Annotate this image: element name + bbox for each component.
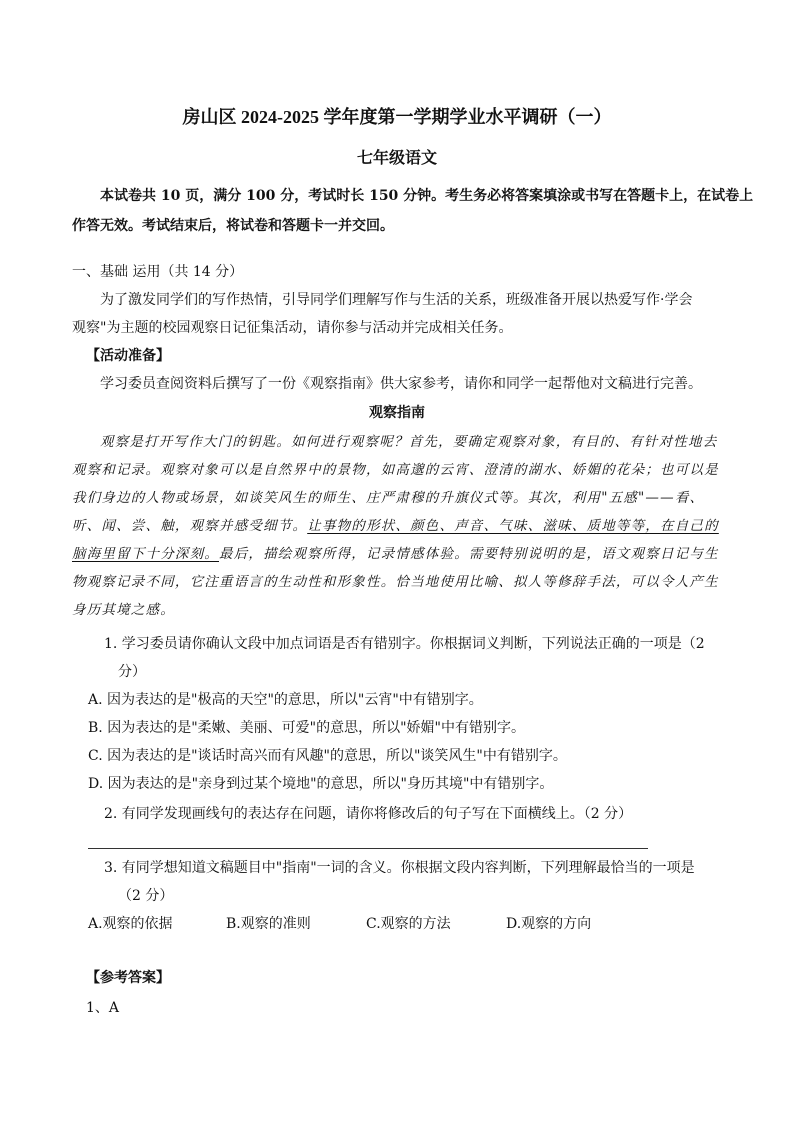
guide-line-5 <box>72 544 719 564</box>
document-title: 房山区 2024-2025 学年度第一学期学业水平调研（一） <box>182 107 612 127</box>
prep-line: 学习委员查阅资料后撰写了一份《观察指南》供大家参考，请你和同学一起帮他对文稿进行完善。 <box>100 376 702 392</box>
guide-line-7: 身历其境之感。 <box>72 602 175 618</box>
q3-option-d: D.观察的方向 <box>506 916 592 932</box>
guide-line-1: 观察是打开写作大门的钥匙。如何进行观察呢？首先，要确定观察对象，有目的、有针对性地去 <box>100 434 718 450</box>
section-heading: 一、基础 运用（共 14 分） <box>72 264 244 280</box>
section-para-line-1: 为了激发同学们的写作热情，引导同学们理解写作与生活的关系，班级准备开展以热爱写作·学会 <box>100 292 693 308</box>
document-subtitle: 七年级语文 <box>356 148 437 167</box>
underlined-sentence-part-1: 让事物的形状、颜色、声音、气味、滋味、质地等等，在自己的 <box>307 518 719 534</box>
guide-line-4-text: 听、闻、尝、触，观察并感受细节。 <box>72 518 308 534</box>
answers-heading: 【参考答案】 <box>86 970 170 986</box>
guide-line-2: 观察和记录。观察对象可以是自然界中的景物，如高邈的云宵、澄清的湖水、娇媚的花朵；也可以是 <box>72 462 719 478</box>
q3-option-c: C.观察的方法 <box>366 916 451 932</box>
q1-option-b: B. 因为表达的是"柔嫩、美丽、可爱"的意思，所以"娇媚"中有错别字。 <box>88 720 525 736</box>
intro-line-2: 作答无效。考试结束后，将试卷和答题卡一并交回。 <box>72 218 394 234</box>
question-3-line-2: （2 分） <box>118 888 174 904</box>
q1-option-c: C. 因为表达的是"谈话时高兴而有风趣"的意思，所以"谈笑风生"中有错别字。 <box>88 748 567 764</box>
activity-label: 【活动准备】 <box>86 348 170 364</box>
guide-line-3: 我们身边的人物或场景，如谈笑风生的师生、庄严肃穆的升旗仪式等。其次，利用"五感"——看、 <box>72 490 705 506</box>
question-3-line-1: 3. 有同学想知道文稿题目中"指南"一词的含义。你根据文段内容判断，下列理解最恰当的一项是 <box>104 860 695 876</box>
intro-line-1: 本试卷共 10 页，满分 100 分，考试时长 150 分钟。考生务必将答案填涂或书写在答题卡上，在试卷上 <box>100 188 754 204</box>
q1-option-a: A. 因为表达的是"极高的天空"的意思，所以"云宵"中有错别字。 <box>88 692 483 708</box>
question-1-line-2: 分） <box>118 664 146 680</box>
q3-option-b: B.观察的准则 <box>226 916 311 932</box>
underlined-sentence-part-2: 脑海里留下十分深刻。 <box>72 546 219 562</box>
guide-line-5-text: 最后，描绘观察所得，记录情感体验。需要特别说明的是，语文观察日记与生 <box>219 546 719 562</box>
q1-option-d: D. 因为表达的是"亲身到过某个境地"的意思，所以"身历其境"中有错别字。 <box>88 776 554 792</box>
question-2: 2. 有同学发现画线句的表达存在问题，请你将修改后的句子写在下面横线上。（2 分） <box>104 806 633 822</box>
answer-blank-line <box>88 848 648 849</box>
guide-line-6: 物观察记录不同，它注重语言的生动性和形象性。恰当地使用比喻、拟人等修辞手法，可以令人产生 <box>72 574 719 590</box>
answer-1: 1、A <box>86 1000 120 1016</box>
guide-line-4 <box>72 516 719 536</box>
q3-option-a: A.观察的依据 <box>88 916 173 932</box>
section-para-line-2: 观察"为主题的校园观察日记征集活动，请你参与活动并完成相关任务。 <box>72 320 513 336</box>
guide-title: 观察指南 <box>369 405 425 421</box>
question-1-line-1: 1. 学习委员请你确认文段中加点词语是否有错别字。你根据词义判断，下列说法正确的一项是（2 <box>104 636 705 652</box>
